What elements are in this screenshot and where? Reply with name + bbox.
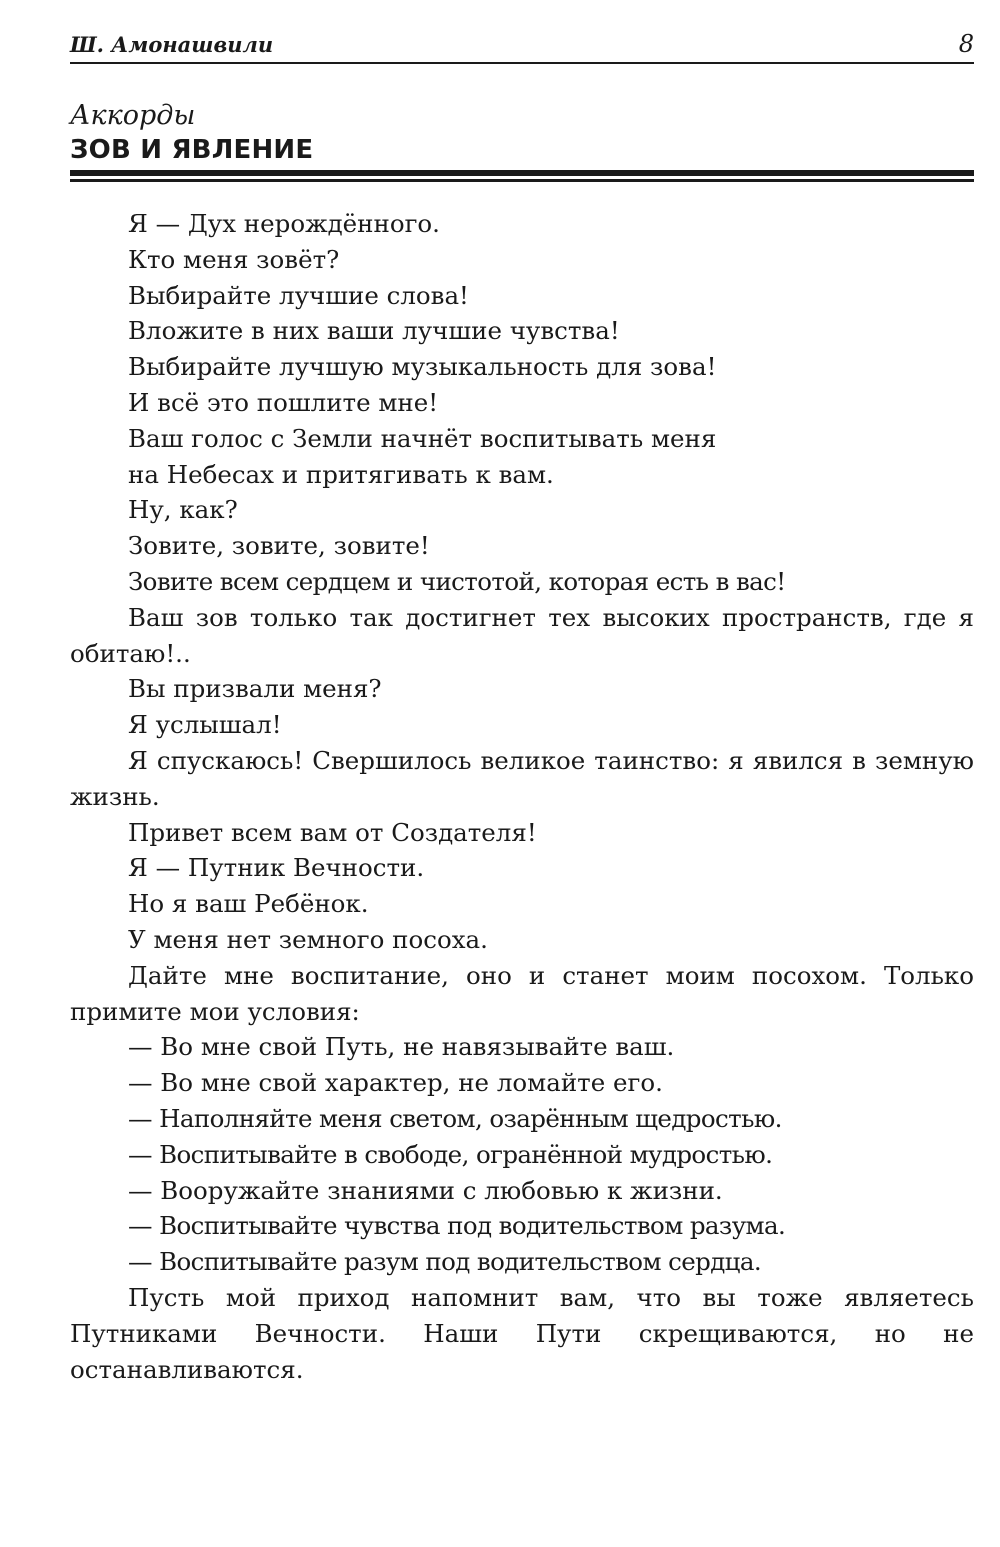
list-item: — Воспитывайте разум под водительством сердца. [128,1247,762,1277]
chapter-title: ЗОВ И ЯВЛЕНИЕ [70,135,314,165]
paragraph: Выбирайте лучшую музыкальность для зова! [128,352,717,382]
running-header [70,28,974,64]
paragraph: Я — Дух нерождённого. [128,209,440,238]
paragraph: Зовите, зовите, зовите! [128,531,430,561]
list-item: — Наполняйте меня светом, озарённым щедростью. [128,1103,782,1133]
paragraph: Вложите в них ваши лучшие чувства! [128,316,620,346]
paragraph: У меня нет земного посоха. [128,924,488,954]
paragraph: на Небесах и притягивать к вам. [128,459,554,489]
poem-body [70,206,974,1387]
paragraph: Дайте мне воспитание, оно и станет моим посохом. Только примите мои условия: [70,960,974,1026]
list-item: — Во мне свой характер, не ломайте его. [128,1068,663,1098]
list-item: — Воспитывайте в свободе, огранённой мудростью. [128,1139,773,1169]
title-double-rule [70,170,974,183]
paragraph: Ваш голос с Земли начнёт воспитывать меня [128,423,717,453]
paragraph: Ну, как? [128,495,238,525]
page-number: 8 [958,30,974,58]
paragraph: Но я ваш Ребёнок. [128,889,369,919]
title-rule-thin [70,179,974,182]
paragraph: Привет всем вам от Создателя! [128,817,537,847]
paragraph: И всё это пошлите мне! [128,387,439,417]
paragraph: Выбирайте лучшие слова! [128,280,469,310]
list-item: — Вооружайте знаниями с любовью к жизни. [128,1175,723,1205]
section-label: Аккорды [70,100,196,131]
paragraph: Я — Путник Вечности. [128,853,425,883]
paragraph: Ваш зов только так достигнет тех высоких пространств, где я обитаю!.. [70,602,974,668]
paragraph: Я услышал! [128,710,282,740]
list-item: — Воспитывайте чувства под водительством разума. [128,1211,786,1241]
paragraph: Пусть мой приход напомнит вам, что вы тоже являетесь Путниками Вечности. Наши Пути скрещиваются, но не останавливаются. [70,1282,974,1384]
paragraph: Вы призвали меня? [128,674,382,704]
title-rule-thick [70,170,974,176]
paragraph: Зовите всем сердцем и чистотой, которая есть в вас! [128,566,786,596]
paragraph: Я спускаюсь! Свершилось великое таинство: я явился в земную жизнь. [70,745,974,811]
paragraph: Кто меня зовёт? [128,244,340,274]
list-item: — Во мне свой Путь, не навязывайте ваш. [128,1032,675,1062]
running-header-author: Ш. Амонашвили [70,32,274,57]
